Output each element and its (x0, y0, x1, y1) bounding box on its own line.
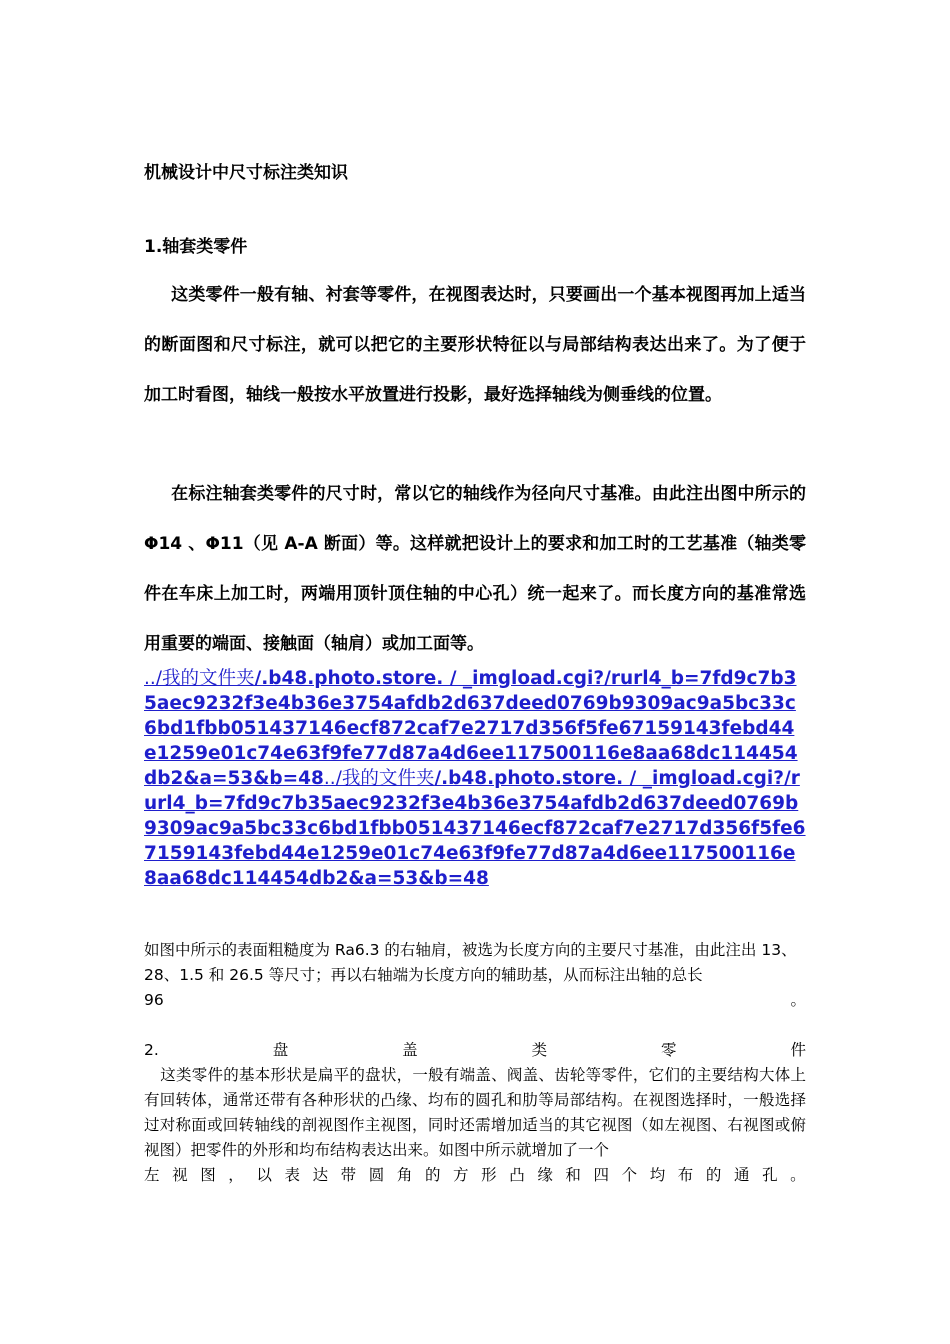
spread-char: 的 (705, 1166, 722, 1184)
heading-2-part: 2. (144, 1041, 159, 1059)
spread-char: 通 (733, 1166, 750, 1184)
spread-char: 凸 (509, 1166, 525, 1184)
spread-char: 达 (312, 1166, 329, 1184)
link-prefix-1: ../我的文件夹 (144, 668, 255, 689)
spread-char: 个 (621, 1166, 638, 1184)
paragraph-4-last-line (144, 1163, 806, 1188)
spread-char: 以 (256, 1166, 272, 1184)
spread-char: 左 (144, 1166, 160, 1184)
spread-char: 和 (565, 1166, 581, 1184)
heading-2-part: 盘 (272, 1041, 289, 1059)
paragraph-3-end: 。 (790, 991, 806, 1009)
spread-char: 表 (284, 1166, 300, 1184)
paragraph-3 (144, 938, 806, 1013)
paragraph-3-number: 96 (144, 991, 164, 1009)
image-link[interactable] (144, 666, 806, 891)
spread-char: 方 (453, 1166, 469, 1184)
paragraph-3-last-line (144, 988, 806, 1013)
spread-char: 带 (340, 1166, 357, 1184)
link-url-2: /.b48.photo.store. / _imgload.cgi?/rurl4_b=7fd9c7b35aec9232f3e4b36e3754afdb2d637deed0769b9309ac9a5bc33c6bd1fbb051437146ecf872caf7e2717d356f5fe67159143febd44e1259e01c74e63f9fe77d87a4d6ee117500116e8aa68dc114454db2&a=53&b=48 (144, 768, 806, 889)
spread-char: 布 (677, 1166, 694, 1184)
paragraph-3-text: 如图中所示的表面粗糙度为 Ra6.3 的右轴肩，被选为长度方向的主要尺寸基准，由此注出 13、28、1.5 和 26.5 等尺寸；再以右轴端为长度方向的辅助基，从而标注出轴的总长 (144, 941, 797, 984)
spread-char: 均 (649, 1166, 666, 1184)
document-title: 机械设计中尺寸标注类知识 (144, 163, 348, 183)
spread-char: ， (228, 1166, 244, 1184)
section-heading-2 (144, 1038, 806, 1063)
link-prefix-2: ../我的文件夹 (323, 768, 435, 789)
link-url-1: /.b48.photo.store. / _imgload.cgi?/rurl4_b=7fd9c7b35aec9232f3e4b36e3754afdb2d637deed0769b9309ac9a5bc33c6bd1fbb051437146ecf872caf7e2717d356f5fe67159143febd44e1259e01c74e63f9fe77d87a4d6ee117500116e8aa68dc114454db2&a=53&b=48 (144, 668, 798, 789)
heading-2-part: 盖 (402, 1041, 418, 1059)
heading-2-part: 零 (661, 1041, 677, 1059)
section-heading-1: 1.轴套类零件 (144, 237, 248, 257)
paragraph-2 (144, 469, 806, 669)
paragraph-4-text: 这类零件的基本形状是扁平的盘状，一般有端盖、阀盖、齿轮等零件，它们的主要结构大体上有回转体，通常还带有各种形状的凸缘、均布的圆孔和肋等局部结构。在视图选择时，一般选择过对称面或回转轴线的剖视图作主视图，同时还需增加适当的其它视图（如左视图、右视图或俯视图）把零件的外形和均布结构表达出来。如图中所示就增加了一个 (144, 1066, 806, 1159)
spread-char: 四 (593, 1166, 610, 1184)
paragraph-2-text: 在标注轴套类零件的尺寸时，常以它的轴线作为径向尺寸基准。由此注出图中所示的 Φ14 、Φ11（见 A-A 断面）等。这样就把设计上的要求和加工时的工艺基准（轴类零件在车床上加工时，两端用顶针顶住轴的中心孔）统一起来了。而长度方向的基准常选用重要的端面、接触面（轴肩）或加工面等。 (144, 484, 806, 654)
spread-char: 图 (200, 1166, 216, 1184)
paragraph-1-text: 这类零件一般有轴、衬套等零件，在视图表达时，只要画出一个基本视图再加上适当的断面图和尺寸标注，就可以把它的主要形状特征以与局部结构表达出来了。为了便于加工时看图，轴线一般按水平放置进行投影，最好选择轴线为侧垂线的位置。 (144, 285, 806, 405)
spread-char: 缘 (537, 1166, 553, 1184)
spread-char: 。 (790, 1166, 806, 1184)
paragraph-4 (144, 1063, 806, 1188)
paragraph-1 (144, 270, 806, 420)
heading-2-part: 件 (790, 1041, 806, 1059)
spread-char: 圆 (368, 1166, 385, 1184)
spread-char: 形 (481, 1166, 497, 1184)
spread-char: 视 (172, 1166, 188, 1184)
heading-2-part: 类 (531, 1041, 548, 1059)
spread-char: 孔 (762, 1166, 778, 1184)
spread-char: 角 (396, 1166, 413, 1184)
spread-char: 的 (424, 1166, 441, 1184)
